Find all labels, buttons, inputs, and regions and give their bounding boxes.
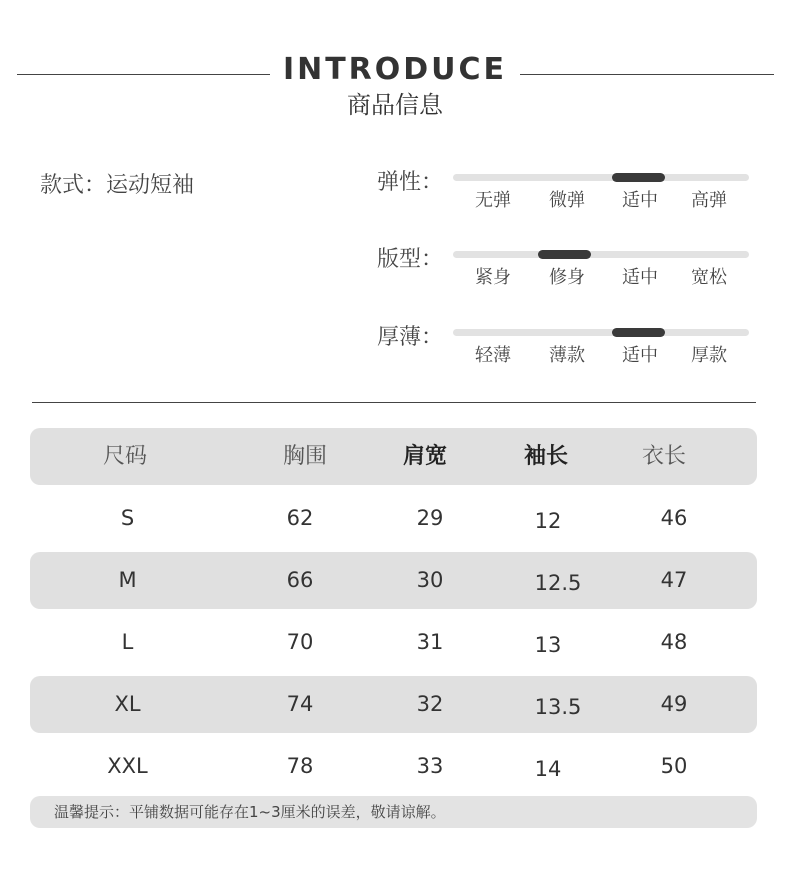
table-header-cell: 衣长 <box>641 444 686 469</box>
table-cell: M <box>118 568 137 592</box>
attribute-option: 高弹 <box>691 190 727 211</box>
attribute-elasticity <box>377 168 757 218</box>
table-cell: 46 <box>660 506 688 530</box>
table-header-cell: 胸围 <box>282 444 327 469</box>
attribute-scale-indicator <box>538 250 591 259</box>
attribute-option: 适中 <box>622 345 658 366</box>
title-english: INTRODUCE <box>282 52 508 87</box>
table-cell: 13.5 <box>534 695 582 719</box>
attribute-thickness <box>377 323 757 373</box>
table-row <box>30 490 757 547</box>
attribute-fit <box>377 245 757 295</box>
measurement-note-text: 温馨提示：平铺数据可能存在1~3厘米的误差，敬请谅解。 <box>54 803 446 821</box>
header-line-right <box>520 74 774 75</box>
table-header-row <box>30 428 757 485</box>
table-header-cell: 肩宽 <box>402 444 447 469</box>
attribute-scale-track <box>453 174 749 181</box>
table-cell: 66 <box>286 568 314 592</box>
attribute-option: 厚款 <box>691 345 727 366</box>
table-row <box>30 614 757 671</box>
table-cell: 13 <box>534 633 562 657</box>
header-line-left <box>17 74 270 75</box>
table-cell: 70 <box>286 630 314 654</box>
attribute-option: 薄款 <box>549 345 585 366</box>
table-cell: 49 <box>660 692 688 716</box>
attribute-scale-track <box>453 251 749 258</box>
table-header-cell: 袖长 <box>523 444 568 469</box>
table-cell: 31 <box>416 630 444 654</box>
attribute-label: 弹性： <box>377 170 444 195</box>
table-cell: 48 <box>660 630 688 654</box>
table-cell: 74 <box>286 692 314 716</box>
table-cell: 33 <box>416 754 444 778</box>
table-cell: 14 <box>534 757 562 781</box>
attribute-scale-track <box>453 329 749 336</box>
attribute-option: 紧身 <box>475 267 511 288</box>
style-text: 款式：运动短袖 <box>40 173 195 198</box>
table-header-cell: 尺码 <box>102 444 147 469</box>
table-cell: 30 <box>416 568 444 592</box>
attribute-option: 适中 <box>622 267 658 288</box>
table-cell: 32 <box>416 692 444 716</box>
attribute-option: 无弹 <box>475 190 511 211</box>
table-cell: 78 <box>286 754 314 778</box>
attribute-option: 修身 <box>549 267 585 288</box>
attribute-option: 宽松 <box>691 267 727 288</box>
measurement-note <box>30 796 757 828</box>
table-cell: 12.5 <box>534 571 582 595</box>
table-cell: 29 <box>416 506 444 530</box>
attribute-scale-indicator <box>612 173 665 182</box>
table-cell: XXL <box>107 754 148 778</box>
attribute-option: 轻薄 <box>475 345 511 366</box>
attribute-option: 微弹 <box>549 190 585 211</box>
table-cell: 62 <box>286 506 314 530</box>
attribute-option: 适中 <box>622 190 658 211</box>
section-divider <box>32 402 756 403</box>
table-row <box>30 738 757 795</box>
table-cell: 47 <box>660 568 688 592</box>
table-row <box>30 552 757 609</box>
title-chinese: 商品信息 <box>347 91 443 119</box>
table-cell: L <box>121 630 134 654</box>
table-cell: S <box>120 506 135 530</box>
table-cell: 50 <box>660 754 688 778</box>
attribute-scale-indicator <box>612 328 665 337</box>
table-cell: XL <box>114 692 141 716</box>
attribute-label: 厚薄： <box>377 325 444 350</box>
table-row <box>30 676 757 733</box>
attribute-label: 版型： <box>377 247 444 272</box>
table-cell: 12 <box>534 509 562 533</box>
